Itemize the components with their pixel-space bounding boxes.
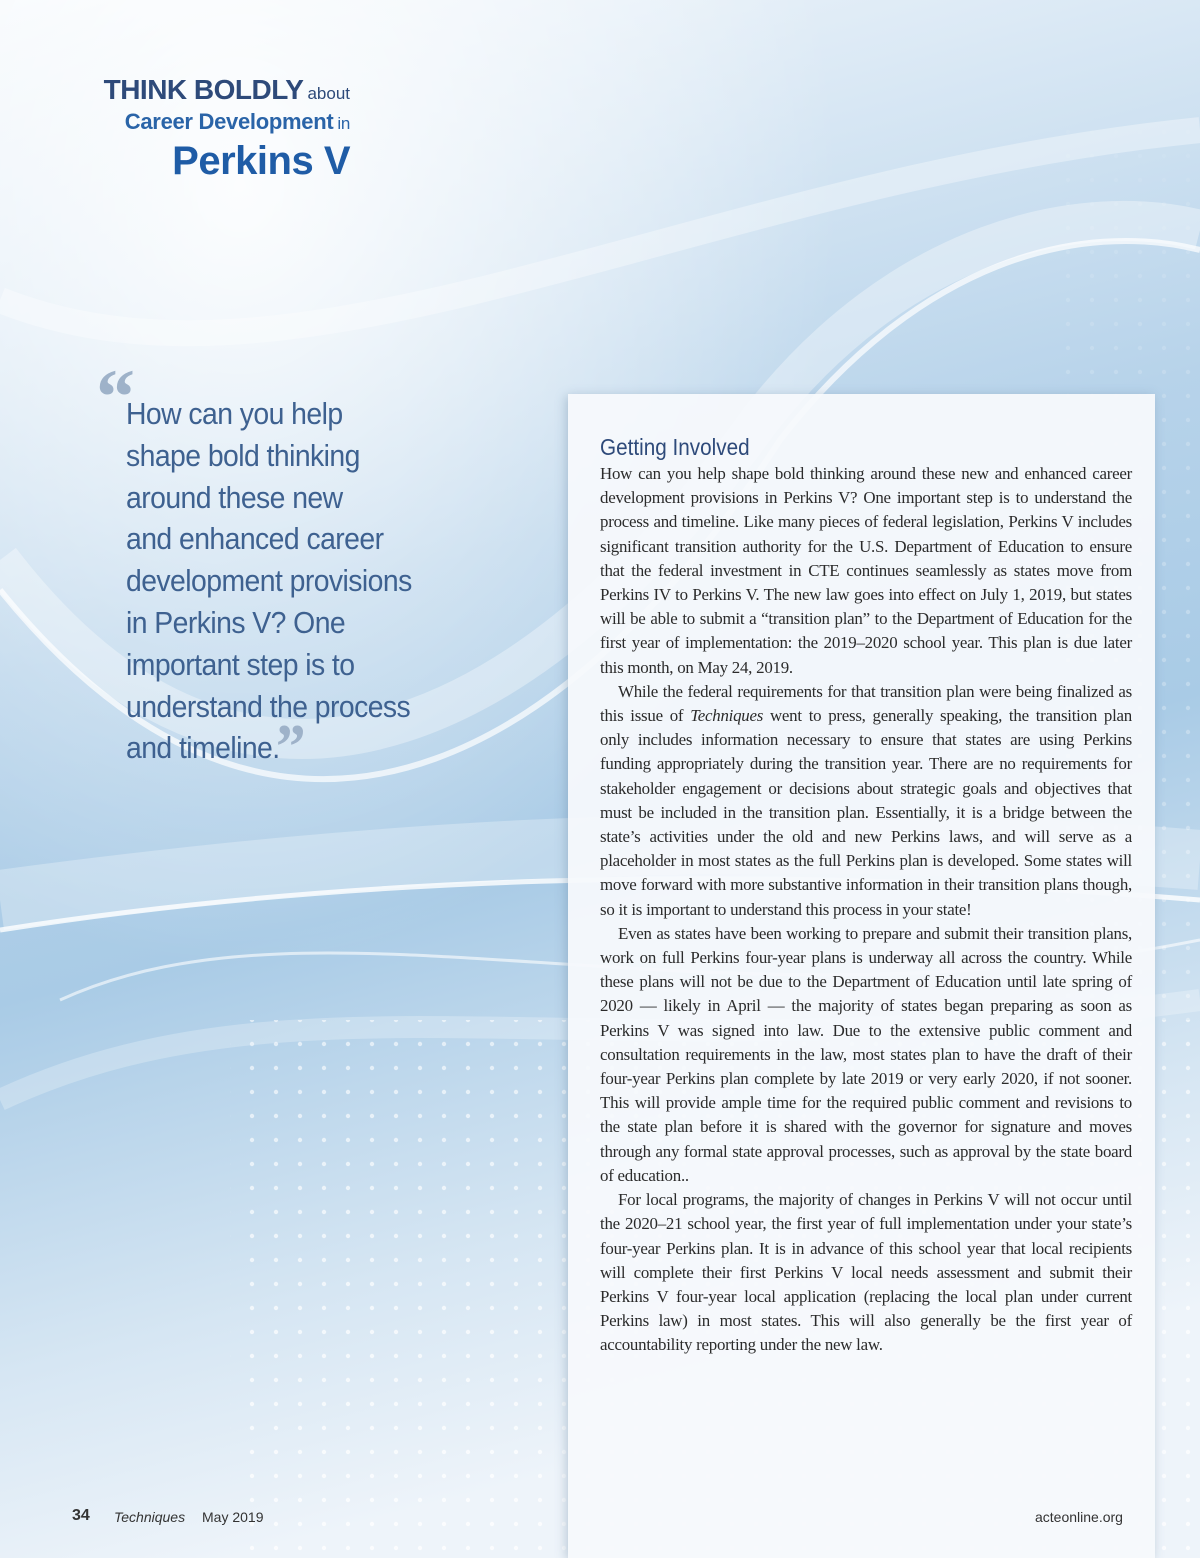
paragraph-1: How can you help shape bold thinking around these new and enhanced career development provisions in Perkins V? One important step is to understand the process and timeline. Like many pieces of federal legislation, Perkins V includes significant transition authority for the U.S. Department of Education to ensure that the federal investment in CTE continues seamlessly as states move from Perkins IV to Perkins V. The new law goes into effect on July 1, 2019, but states will be able to submit a “transition plan” to the Department of Education for the first year of implementation: the 2019–2020 school year. This plan is due later this month, on May 24, 2019.	[600, 464, 1132, 677]
open-quote-mark: “	[96, 353, 135, 440]
paragraph-3: Even as states have been working to prepare and submit their transition plans, work on full Perkins four-year plans is underway all across the country. While these plans will not be due to the Department of Education until late spring of 2020 — likely in April — the majority of states began preparing as soon as Perkins V was signed into law. Due to the extensive public comment and consultation requirements in the law, most states plan to have the draft of their four-year Perkins plan complete by late 2019 or very early 2020, if not sooner. This will provide ample time for the required public comment and revisions to the state plan before it is shared with the governor for signature and moves through any formal state approval processes, such as approval by the state board of education..	[600, 923, 1132, 1185]
pull-quote-line: shape bold thinking	[126, 438, 360, 473]
article-header	[0, 74, 350, 184]
header-think-boldly: THINK BOLDLY	[103, 74, 304, 105]
pull-quote-line: around these new	[126, 480, 343, 515]
pull-quote-line: How can you help	[126, 397, 343, 431]
header-career-development: Career Development	[124, 109, 334, 134]
pull-quote-line: development provisions	[126, 564, 412, 599]
section-heading: Getting Involved	[600, 434, 750, 460]
header-about: about	[307, 84, 350, 103]
magazine-name: Techniques	[114, 1509, 186, 1525]
website-link[interactable]: acteonline.org	[1035, 1509, 1123, 1525]
magazine-title-italic: Techniques	[690, 706, 764, 726]
issue-date: May 2019	[202, 1509, 264, 1525]
pull-quote-line: in Perkins V? One	[126, 605, 346, 640]
article-body	[600, 432, 1132, 1358]
header-in: in	[337, 114, 350, 133]
page-number: 34	[72, 1507, 90, 1524]
pull-quote-line: and enhanced career	[126, 522, 384, 557]
pull-quote: “ How can you help shape bold thinking around these new and enhanced career development provisions in Perkins V? One important step is to understand the process and timeline.”	[126, 394, 466, 770]
paragraph-4: For local programs, the majority of changes in Perkins V will not occur until the 2020–21 school year, the first year of full implementation under your state’s four-year Perkins plan. It is in advance of this school year that local recipients will complete their first Perkins V local needs assessment and submit their Perkins V four-year local application (replacing the local plan under current Perkins law) in most states. This will also generally be the first year of accountability reporting under the new law.	[600, 1190, 1132, 1355]
pull-quote-line: understand the process	[126, 689, 411, 724]
pull-quote-line: and timeline.	[126, 731, 280, 766]
header-perkins-v: Perkins V	[172, 139, 350, 183]
pull-quote-line: important step is to	[126, 647, 355, 682]
paragraph-2: While the federal requirements for that transition plan were being finalized as this issue of Techniques went to press, generally speaking, the transition plan only includes information necessary to ensure that states are using Perkins funding appropriately during the transition year. There are no requirements for stakeholder engagement or decisions about strategic goals and objectives that must be included in the transition plan. Essentially, it is a bridge between the state’s activities under the old and new Perkins laws, and will serve as a placeholder in most states as the full Perkins plan is developed. Some states will move forward with more substantive information in their transition plans though, so it is important to understand this process in your state!	[600, 681, 1132, 919]
